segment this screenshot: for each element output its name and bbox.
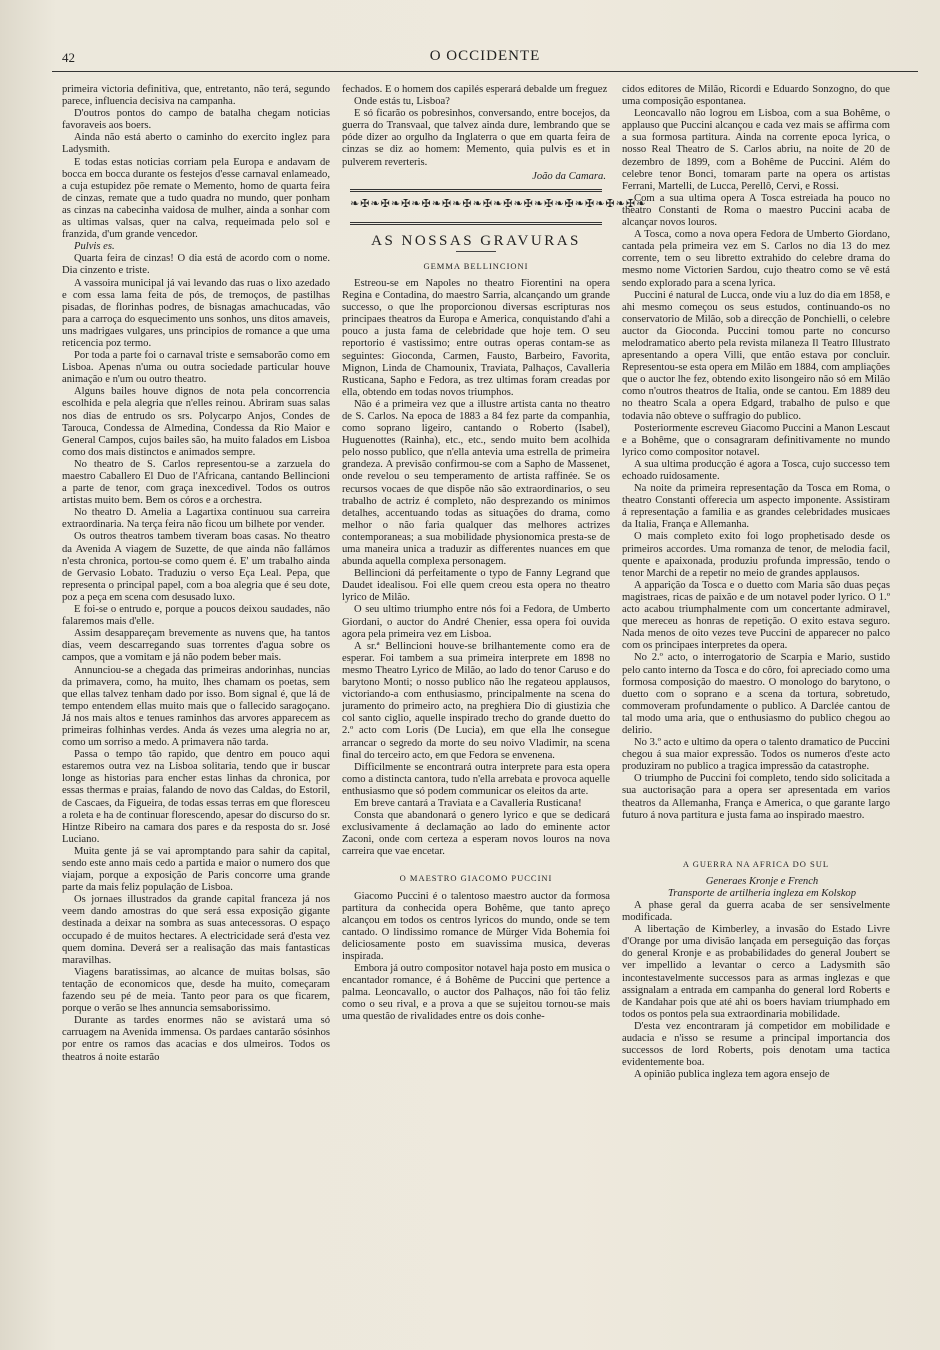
paragraph: Puccini é natural de Lucca, onde viu a luz do dia em 1858, e ahi mesmo começou os seus estudos, continuando-os no conservatorio de Milão, sob a direcção de Ponchielli, o celebre auctor da Gioconda. Puccini tomou parte no concurso melodramatico aberto pela revista milaneza Il Teatro Illustrato apresentando a opera Villi, que então estava por concluir. Representou-se esta opera em Milão em 1884, com ampliações que o auctor lhe fez, obtendo exito lisongeiro não só em Milão como n'outros theatros de Italia, onde se cantou. Em 1889 deu no theatro Scala a opera Edgard, trabalho de pulso e que todavia não obteve o suffragio do publico. — [622, 289, 890, 422]
short-rule — [456, 251, 496, 252]
paragraph: D'esta vez encontraram já competidor em mobilidade e audacia e n'isso se resume a principal importancia dos successos de lord Roberts, pois denotam uma tactica evidentemente boa. — [622, 1020, 890, 1069]
paragraph: Onde estás tu, Lisboa? — [354, 96, 450, 108]
paragraph: Os outros theatros tambem tiveram boas casas. No theatro da Avenida A viagem de Suzette, de que ainda não fallámos n'esta chronica, portou-se como quem é. E' um trabalho ainda de Gervasio Lobato. Traduziu o verso Eça Leal. Pepa, que representa o principal papel, com a boa alegria que é seu dote, poz a peça em scena com desusado luxo. — [62, 531, 330, 603]
paragraph: A sr.ª Bellincioni houve-se brilhantemente como era de esperar. Foi tambem a sua primeira interprete em 1898 no mesmo Theatro Lyrico de Milão, ao lado do tenor Caruso e do barytono Monti; o nosso publico não lhe regateou applausos, victoriando-a com enthusiasmo, principalmente na scena do juramento do primeiro acto, na preghiera Dio di giustizia che col santo ciglio, aquelle inspirado trecho do grande duetto do 2.º acto com Loris (De Lucia), em que ella lhe consegue arrancar o segredo da morte do seu noivo Vladimir, na scena final do terceiro acto, em que Fedora se envenena. — [342, 640, 610, 761]
paragraph: Bellincioni dá perfeitamente o typo de Fanny Legrand que Daudet idealisou. Foi elle quem creou esta opera no theatro lyrico de Milão. — [342, 568, 610, 604]
paragraph: E todas estas noticias corriam pela Europa e andavam de bocca em bocca durante os festejos d'esse carnaval enlameado, a cuja estupidez põe remate o Memento, homo de quarta feira de cinzas, remate que a tudo quadra no mundo, quer ponham as cinzas na cabecinha vaidosa de mulher, ainda a sonhar com as ultimas valsas, quer na calva, requeimada pelo sol e franzida, d'um grande vencedor. — [62, 156, 330, 241]
paragraph: No 2.º acto, o interrogatorio de Scarpia e Mario, sustido pelo canto interno da Tosca e do côro, foi apreciado como uma formosa composição do maestro. O monologo do barytono, o duetto com o soprano e a scena da tortura, sobretudo, commoveram profundamente o publico. A Darclée cantou de tal modo uma aria, que o enthusiasmo do publico chegou ao delirio. — [622, 652, 890, 736]
paragraph: A vassoira municipal já vai levando das ruas o lixo azedado e com essa lama feita de pós, de tremoços, de pastilhas pisadas, de florinhas podres, de bisnagas amachucadas, vão para a carroça do esquecimento uns sonhos, uns ditos amaveis, uns madrigaes vulgares, uns principios de romance a que uma reticencia poz termo. — [62, 277, 330, 349]
paragraph: E foi-se o entrudo e, porque a poucos deixou saudades, não falaremos mais d'elle. — [62, 604, 330, 628]
paragraph: A opinião publica ingleza tem agora ensejo de — [634, 1069, 830, 1081]
page-number: 42 — [62, 50, 75, 65]
paragraph: A sua ultima producção é agora a Tosca, cujo successo tem echoado ruidosamente. — [622, 458, 890, 482]
article-subtitle: Generaes Kronje e French — [705, 875, 819, 887]
paragraph: D'outros pontos do campo de batalha chegam noticias favoraveis aos boers. — [62, 108, 330, 132]
paragraph: Difficilmente se encontrará outra interprete para esta opera como a distincta cantora, tudo n'ella arrebata e provoca aquelle enthusiasmo que só podem communicar os eleitos da arte. — [342, 761, 610, 797]
paragraph: Alguns bailes houve dignos de nota pela concorrencia escolhida e pela alegria que n'elles reinou. Abriram suas salas nos dias de entrudo os srs. Polycarpo Anjos, Condes de Tarouca, Condessa de Almedina, Condessa da Rio Maior e General Campos, cujos bailes são, ha muito falados em Lisboa como dos mais distinctos e animados sempre. — [62, 386, 330, 458]
paragraph: A libertação de Kimberley, a invasão do Estado Livre d'Orange por uma divisão lançada em perseguição das forças do general Kronje e as probabilidades do general Joubert se ver impellido a levantar o cerco a Ladysmith são incontestavelmente successos para as armas inglezas e que assignalam a entrada em campanha do general lord Roberts e de Kandahar pois que até ahi os boers haviam triumphado em todos os pontos pela sua extraordinaria mobilidade. — [622, 924, 890, 1020]
paragraph: Assim desappareçam brevemente as nuvens que, ha tantos dias, veem descarregando suas torrentes d'agua sobre os campos, que a vomitam e já não podem beber mais. — [62, 628, 330, 664]
article-subhead: O MAESTRO GIACOMO PUCCINI — [399, 873, 553, 884]
paragraph: fechados. E o homem dos capilés esperará debalde um freguez — [342, 84, 608, 95]
paragraph: Consta que abandonará o genero lyrico e que se dedicará exclusivamente á declamação ao lado do eminente actor Zaconi, onde com certeza a esperam novos louros na nova carreira que vae encetar. — [342, 810, 610, 858]
paragraph: O triumpho de Puccini foi completo, tendo sido solicitada a sua auctorisação para a opera ser apresentada em varios theatros da Allemanha, França e America, o que garante largo futuro á nova partitura e justa fama ao inspirado maestro. — [622, 773, 890, 821]
paragraph: Estreou-se em Napoles no theatro Fiorentini na opera Regina e Contadina, do maestro Sarria, alcançando um grande successo, o que lhe proporcionou diversas escripturas nos principaes theatros da Europa e America, conquistando d'ahi a pouco a justa fama de celebridade que hoje tem. O seu reportorio é vastissimo; entre outras operas contam-se as seguintes: Gioconda, Carmen, Fausto, Barbeiro, Favorita, Mignon, Linda de Chamounix, Traviata, Palhaços, Cavalleria Rusticana, Sapho e Fedora, as trez ultimas foram creadas por ella, obtendo em todas novos triumphos. — [342, 277, 610, 398]
paragraph: Quarta feira de cinzas! O dia está de acordo com o nome. Dia cinzento e triste. — [62, 253, 330, 277]
paragraph: No theatro de S. Carlos representou-se a zarzuela do maestro Caballero El Duo de l'Africana, cantando Bellincioni a parte de tenor, com graça inexcedivel. Todos os outros artistas muito bem. Bem os córos e a orchestra. — [62, 458, 330, 507]
paragraph: Os jornaes illustrados da grande capital franceza já nos veem dando amostras do que será essa exposição gigante destinada a deixar na sombra as suas antecessoras. O espaço occupado é de muitos hectares. A electricidade será d'esta vez quem domina. Deverá ser a realisação das mais fantasticas maravilhas. — [62, 894, 330, 966]
column-1 — [62, 84, 330, 1332]
paragraph: Giacomo Puccini é o talentoso maestro auctor da formosa partitura da conhecida opera Bohême, que tanto apreço alcançou em todos os centros lyricos do mundo, onde se tem cantado. O lindissimo romance de Mürger Vida Bohemia foi deliciosamente posto em suavissima musica, deveras inspirada. — [342, 890, 610, 962]
paragraph: A apparição da Tosca e o duetto com Maria são duas peças magistraes, ricas de paixão e de um notavel poder lyrico. O 1.º acto acabou triumphalmente com um concertante admiravel, que mereceu as honras de repetição. O exito estava seguro. Nada menos de oito vezes teve Puccini de apparecer no palco com os principaes interpretes da opera. — [622, 579, 890, 652]
paragraph: No 3.º acto e ultimo da opera o talento dramatico de Puccini chegou á sua maior expressão. Todos os numeros d'este acto produziram no publico a tragica impressão da catastrophe. — [622, 737, 890, 773]
paragraph: O seu ultimo triumpho entre nós foi a Fedora, de Umberto Giordani, o auctor do André Chenier, essa opera foi ouvida agora pela primeira vez em Lisboa. — [342, 604, 610, 640]
column-2 — [342, 84, 647, 1332]
paragraph: Por toda a parte foi o carnaval triste e semsaborão como em Lisboa. Apenas n'uma ou outra sociedade particular houve animação e n'um ou outro theatro. — [62, 350, 330, 386]
paragraph: Na noite da primeira representação da Tosca em Roma, o theatro Constanti offerecia um aspecto imponente. Assistiram á representação a familia e as grandes celebridades musicaes da Italia, França e Allemanha. — [622, 483, 890, 531]
header-rule — [52, 71, 918, 72]
paragraph: A Tosca, como a nova opera Fedora de Umberto Giordano, cantada pela primeira vez em S. Carlos no dia 13 do mez corrente, tem o seu libretto extrahido do celebre drama do mesmo nome Victorien Sardou, cujo theatro como se vê está sendo explorado para a scena lyrica. — [622, 229, 890, 289]
paragraph: Posteriormente escreveu Giacomo Puccini a Manon Lescaut e a Bohême, que o consagraram definitivamente no mundo lyrico como compositor notavel. — [622, 422, 890, 458]
paragraph-italic: Pulvis es. — [74, 241, 115, 253]
paragraph: A phase geral da guerra acaba de ser sensivelmente modificada. — [622, 900, 890, 924]
paragraph: Annunciou-se a chegada das primeiras andorinhas, nuncias da primavera, como, ha muito, lhes chamam os poetas, sem que ellas talvez tenham dado por isso. Bom signal é, que lá de tempo entendem ellas muito mais que o fallecido saragoçano. Já nos mais altos e tenues raminhos das arvores apparecem as primeiras folhinhas verdes. Anda ás vezes uma alegria no ar, como um sorriso a medo. A primavera não tarda. — [62, 664, 330, 749]
paragraph: Em breve cantará a Traviata e a Cavalleria Rusticana! — [354, 797, 582, 809]
ornamental-border: ❧✠❧✠❧✠❧✠❧✠❧✠❧✠❧✠❧✠❧✠❧✠❧✠❧✠❧✠❧ — [350, 189, 602, 225]
paragraph: O mais completo exito foi logo prophetisado desde os primeiros accordes. Uma romanza de tenor, de melodia facil, quente e apaixonada, produziu profunda impressão, tendo o tenor Marchi de a repetir no meio de grandes applausos. — [622, 531, 890, 579]
masthead-title: O OCCIDENTE — [429, 48, 541, 64]
paragraph: Embora já outro compositor notavel haja posto em musica o encantador romance, é á Bohême de Puccini que pertence a palma. Leoncavallo, o auctor dos Palhaços, não foi tão feliz como o seu rival, e a prova a que se sujeitou tornou-se mais uma questão de rivalidades entre os dois conhe- — [342, 963, 610, 1023]
author-signature: João da Camara. — [532, 170, 606, 182]
paragraph: Leoncavallo não logrou em Lisboa, com a sua Bohême, o applauso que Puccini alcançou e cada vez mais se affirma com a sua formosa partitura. Ainda na corrente epoca lyrica, o nosso Real Theatro de S. Carlos abriu, na noite de 20 de dezembro de 1899, com a Bohême de Puccini. Além do celebre tenor Bonci, tomaram parte na opera os artistas Ferrani, Martelli, de Lucca, Perellô, Cervi, e Rossi. — [622, 108, 890, 192]
paragraph: Viagens baratissimas, ao alcance de muitas bolsas, são tentação de economicos que, desde ha muito, começaram fazendo seu pé de meia. Tanto peor para os que ficarem, porque o verão se lhes annuncia semsaborissimo. — [62, 966, 330, 1015]
article-subtitle: Transporte de artilheria ingleza em Kolskop — [667, 887, 857, 899]
article-subhead: GEMMA BELLINCIONI — [423, 260, 529, 271]
article-subhead: A GUERRA NA AFRICA DO SUL — [682, 858, 830, 869]
paragraph: Durante as tardes enormes não se avistará uma só carruagem na Avenida immensa. Os pardaes cantarão sósinhos por entre os ramos das acacias e dos ulmeiros. Todos os theatros á noite estarão — [62, 1015, 330, 1063]
paragraph: Passa o tempo tão rapido, que dentro em pouco aqui estaremos outra vez na Lisboa solitaria, tendo que ir buscar longe as historias para encher estas linhas da chronica, por essas thermas e praias, falando de novo das Caldas, do Estoril, de Cascaes, da Figueira, de todas essas terras em que floresceu a roleta e ha de continuar florescendo, apesar do discurso do sr. Hintze Ribeiro na camara dos pares e da resposta do sr. José Luciano. — [62, 749, 330, 845]
paragraph: Muita gente já se vai apromptando para sahir da capital, sendo este anno mais cedo a partida e maior o numero dos que viajam, porque a exposição de Paris concorre uma grande parte da mais feliz população de Lisboa. — [62, 845, 330, 894]
paragraph: Não é a primeira vez que a illustre artista canta no theatro de S. Carlos. Na epoca de 1883 a 84 fez parte da companhia, como soprano ligeiro, cantando o Roberto (Isabel), Huguenottes (Rainha), etc., etc., sendo muito bem acolhida pelo nosso publico, que n'ella antevia uma estrella de primeira grandeza. A previsão confirmou-se com a Sapho de Massenet, onde revelou o seu temperamento de artista raffinée. Se os recursos vocaes de que dispõe não são extraordinarios, o seu trabalho de actriz é completo, não desprezando os minimos detalhes, accentuando todas as situações do drama, como melhor o não faria qualquer das melhores actrizes contemporaneas; a sua mobilidade physionomica presta-se de uma maneira unica a traduzir as differentes nuances em que abunda aquella complexa personagem. — [342, 398, 610, 568]
column-3 — [622, 84, 890, 1332]
paragraph: cidos editores de Milão, Ricordi e Eduardo Sonzogno, do que uma composição espontanea. — [622, 84, 890, 108]
paragraph: No theatro D. Amelia a Lagartixa continuou sua carreira extraordinaria. Na terça feira não ficou um bilhete por vender. — [62, 507, 330, 531]
paragraph: E só ficarão os pobresinhos, conversando, entre bocejos, da guerra do Transvaal, que talvez ainda dure, lembrando que se póde dizer ao orgulho da Inglaterra o que em quarta feira de cinzas se diz ao homem: Memento, quia pulvis es et in pulverem reverteris. — [342, 108, 610, 168]
paragraph: Ainda não está aberto o caminho do exercito inglez para Ladysmith. — [62, 132, 330, 156]
paragraph: primeira victoria definitiva, que, entretanto, não terá, segundo parece, influencia decisiva na campanha. — [62, 84, 330, 108]
paragraph: Com a sua ultima opera A Tosca estreiada ha pouco no theatro Constanti de Roma o maestro Puccini acaba de alcançar novos louros. — [622, 192, 890, 229]
page-header — [52, 46, 918, 76]
section-title: AS NOSSAS GRAVURAS — [371, 232, 581, 249]
